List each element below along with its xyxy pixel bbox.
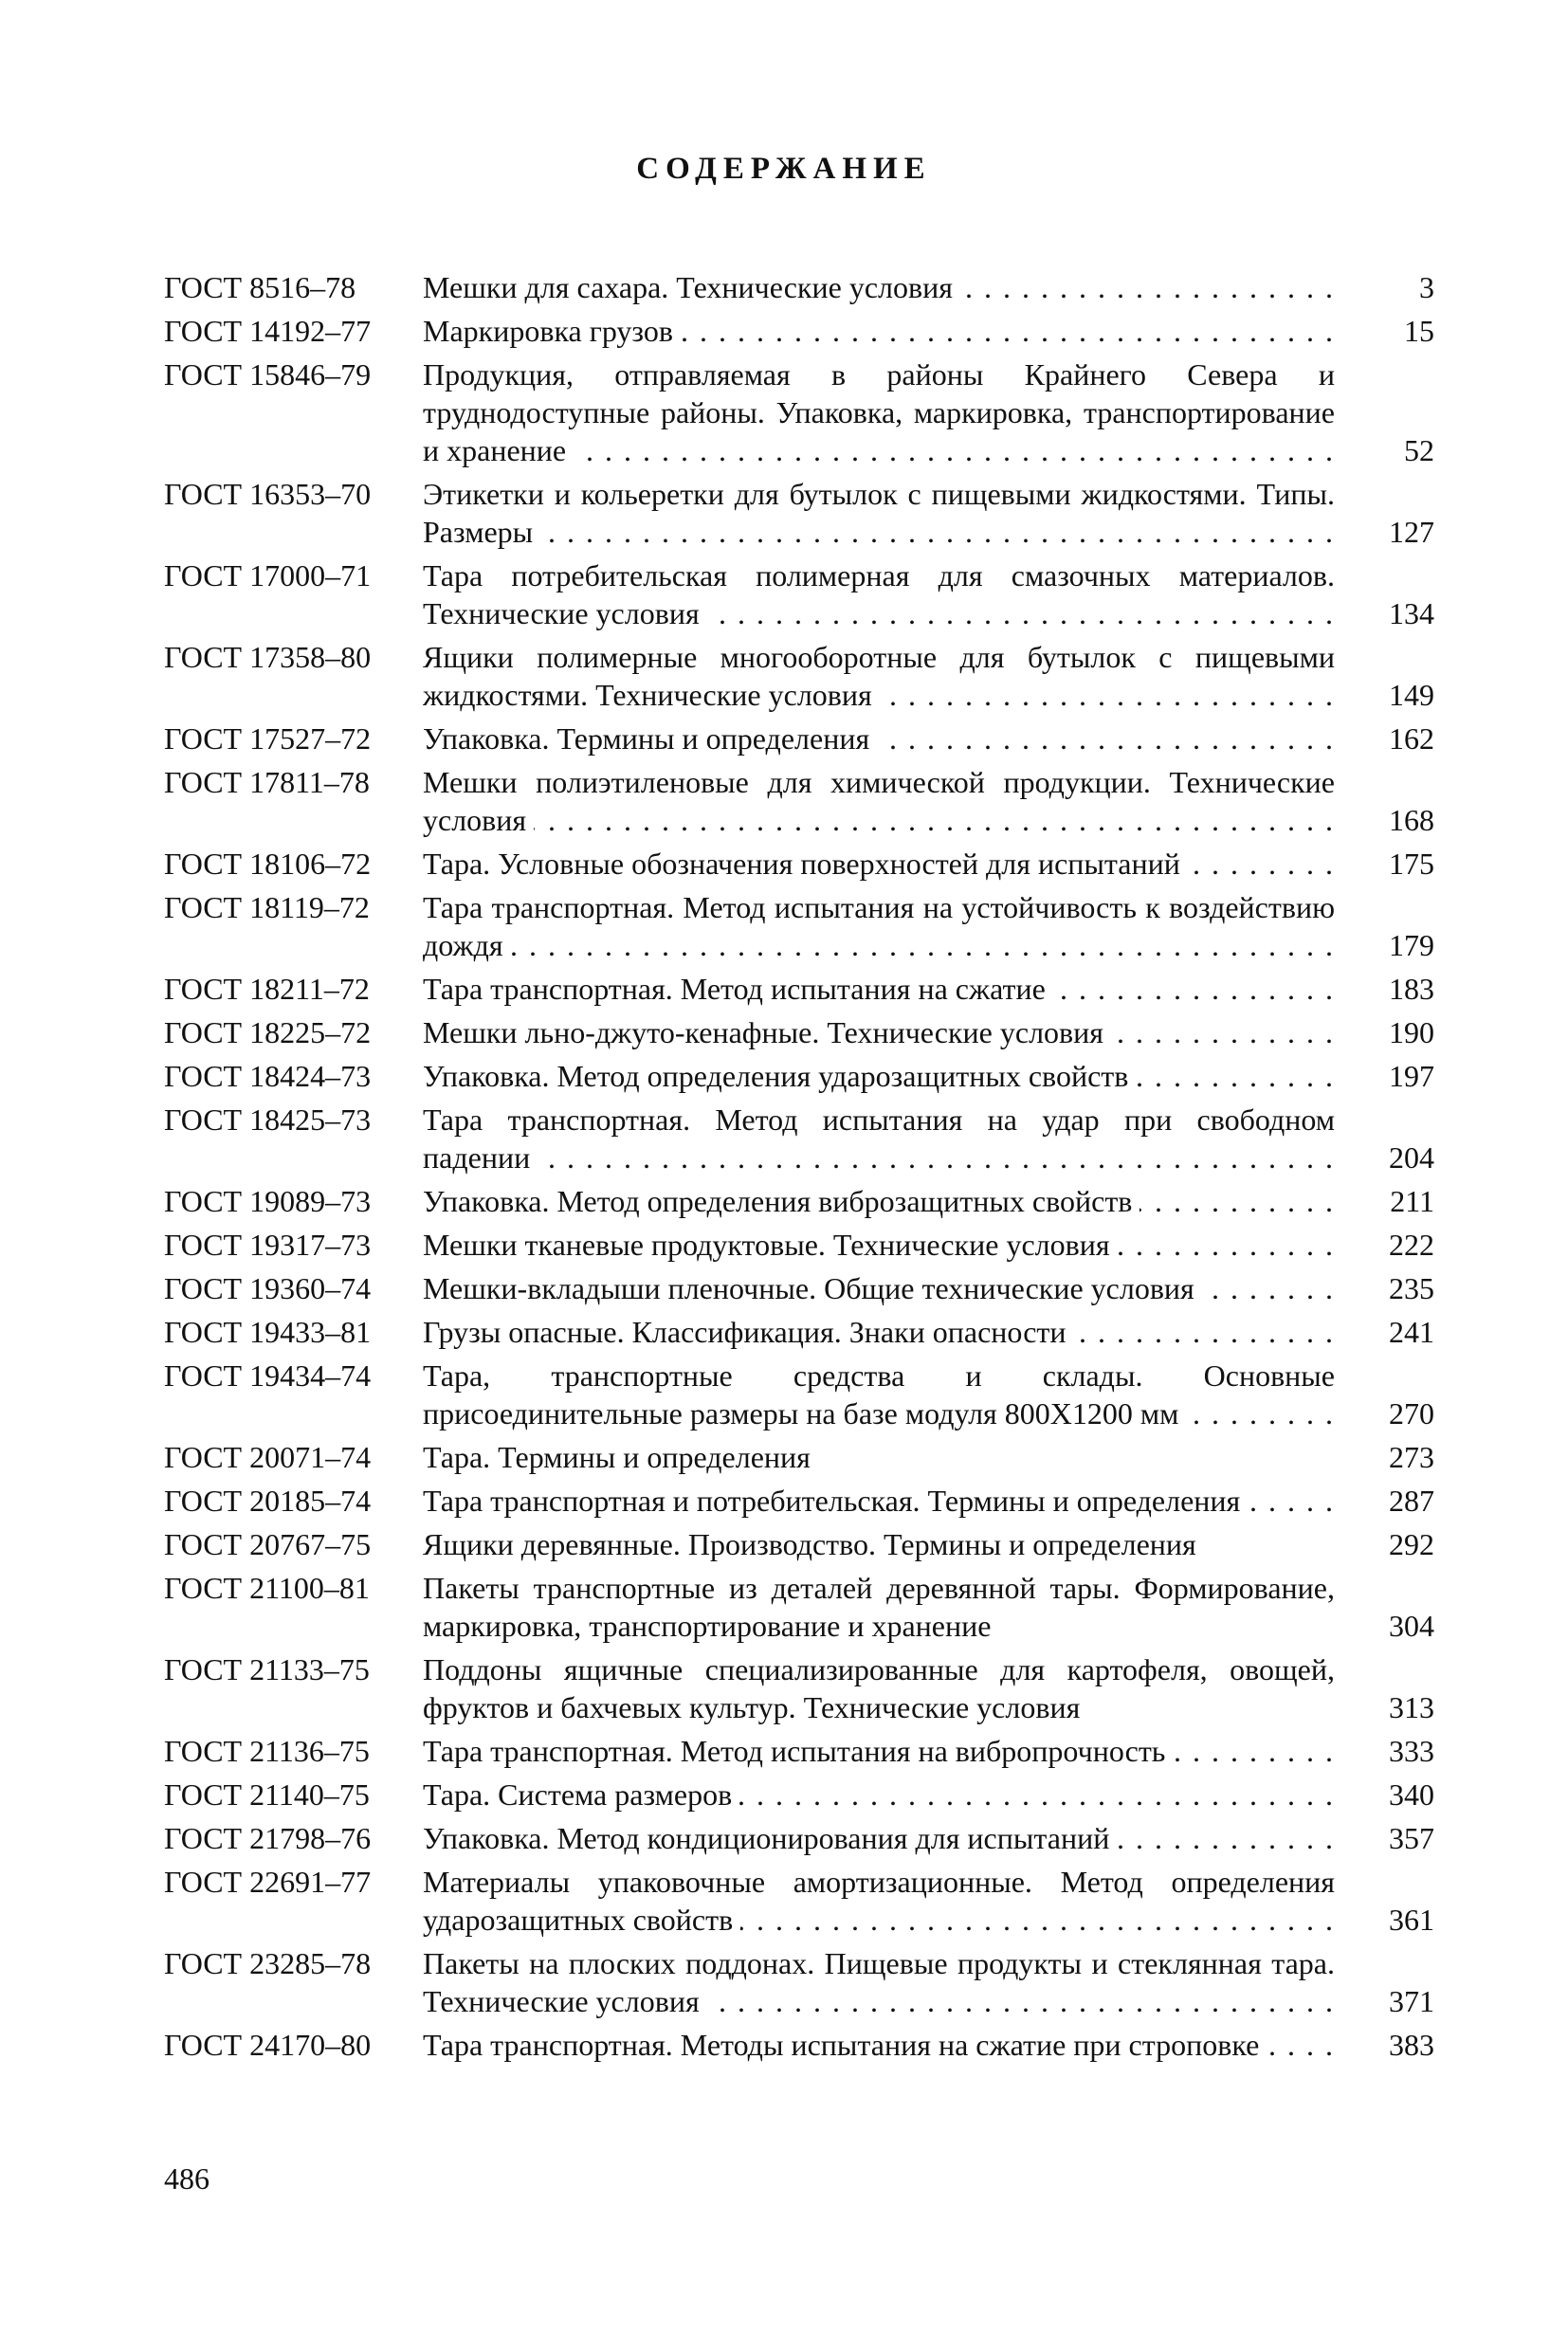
toc-entry-page: 190 [1389, 1015, 1434, 1049]
toc-entry [164, 970, 1434, 1008]
toc-entry [164, 1013, 1434, 1051]
toc-entry-code: ГОСТ 17358–80 [164, 640, 372, 674]
toc-entry-title [423, 1776, 1335, 1813]
toc-entry-title [423, 1732, 1335, 1770]
toc-entry-title [423, 475, 1335, 551]
toc-entry [164, 720, 1434, 757]
toc-entry-page: 333 [1389, 1734, 1434, 1768]
toc-entry-title-text: Мешки льно-джуто-кенафные. Технические условия [423, 1015, 1111, 1049]
toc-entry [164, 475, 1434, 551]
toc-entry-page: 204 [1389, 1140, 1434, 1175]
toc-entry-title-text: Мешки-вкладыши пленочные. Общие технические условия [423, 1271, 1202, 1305]
table-of-contents [164, 268, 1434, 2069]
toc-entry [164, 1863, 1434, 1939]
toc-entry-title-text: Пакеты транспортные из деталей деревянной тары. Формирование, маркировка, транспортирование и хранение [423, 1571, 1335, 1643]
toc-entry-code: ГОСТ 19317–73 [164, 1228, 372, 1262]
toc-entry-title-text: Ящики деревянные. Производство. Термины и определения [423, 1527, 1204, 1561]
toc-entry-page: 197 [1389, 1059, 1434, 1093]
toc-entry-title [423, 1057, 1335, 1095]
page-number: 486 [164, 2161, 210, 2196]
toc-entry-page: 270 [1389, 1396, 1434, 1431]
toc-entry-page: 340 [1389, 1777, 1434, 1812]
toc-entry-title-text: Тара транспортная. Методы испытания на сжатие при строповке [423, 2028, 1267, 2062]
toc-entry-code: ГОСТ 15846–79 [164, 357, 372, 392]
toc-entry [164, 1057, 1434, 1095]
toc-entry-code: ГОСТ 24170–80 [164, 2028, 372, 2062]
toc-entry-page: 383 [1389, 2028, 1434, 2062]
toc-entry-title [423, 1357, 1335, 1432]
toc-entry-title [423, 1226, 1335, 1264]
toc-entry-page: 292 [1389, 1527, 1434, 1561]
toc-entry-page: 179 [1389, 928, 1434, 962]
toc-entry-title-text: Грузы опасные. Классификация. Знаки опасности [423, 1315, 1074, 1349]
toc-entry [164, 888, 1434, 964]
toc-entry-code: ГОСТ 23285–78 [164, 1946, 372, 1980]
toc-entry-code: ГОСТ 17527–72 [164, 721, 372, 756]
toc-entry [164, 845, 1434, 883]
toc-entry-title [423, 1013, 1335, 1051]
toc-entry-code: ГОСТ 18225–72 [164, 1015, 372, 1049]
toc-entry-page: 361 [1389, 1903, 1434, 1937]
toc-entry-code: ГОСТ 21136–75 [164, 1734, 370, 1768]
toc-entry-page: 211 [1390, 1184, 1434, 1218]
toc-entry-page: 168 [1389, 803, 1434, 837]
toc-entry-title-text: Тара. Система размеров [423, 1777, 739, 1812]
toc-entry [164, 1357, 1434, 1432]
toc-entry-title [423, 763, 1335, 839]
toc-entry [164, 1269, 1434, 1307]
toc-entry-title-text: Тара транспортная. Метод испытания на удар при свободном падении [423, 1103, 1335, 1175]
toc-entry-title-text: Упаковка. Метод определения виброзащитных свойств [423, 1184, 1140, 1218]
toc-entry-page: 304 [1389, 1609, 1434, 1643]
toc-entry-page: 15 [1404, 314, 1434, 348]
toc-entry-code: ГОСТ 20767–75 [164, 1527, 372, 1561]
toc-entry [164, 1182, 1434, 1220]
toc-entry-title [423, 720, 1335, 757]
toc-entry-title-text: Упаковка. Метод определения ударозащитных свойств [423, 1059, 1136, 1093]
toc-entry [164, 1438, 1434, 1476]
toc-entry-page: 313 [1389, 1690, 1434, 1724]
toc-entry-title [423, 2026, 1335, 2064]
toc-entry-title [423, 1269, 1335, 1307]
toc-entry-title-text: Тара. Термины и определения [423, 1440, 818, 1474]
toc-entry [164, 1732, 1434, 1770]
toc-entry [164, 1944, 1434, 2020]
toc-entry-title [423, 1569, 1335, 1645]
toc-entry-code: ГОСТ 18424–73 [164, 1059, 372, 1093]
toc-entry-page: 183 [1389, 972, 1434, 1006]
toc-entry-title [423, 1182, 1335, 1220]
toc-entry-title [423, 1482, 1335, 1520]
toc-entry-code: ГОСТ 19089–73 [164, 1184, 372, 1218]
toc-entry-code: ГОСТ 18106–72 [164, 847, 372, 881]
toc-entry-code: ГОСТ 19360–74 [164, 1271, 372, 1305]
toc-entry-title [423, 970, 1335, 1008]
toc-entry-code: ГОСТ 21798–76 [164, 1821, 372, 1855]
toc-entry-title [423, 268, 1335, 306]
toc-entry-title [423, 638, 1335, 714]
toc-entry-title [423, 845, 1335, 883]
toc-entry-title-text: Ящики полимерные многооборотные для бутылок с пищевыми жидкостями. Технические условия [423, 640, 1335, 712]
toc-entry-code: ГОСТ 21133–75 [164, 1652, 370, 1686]
toc-entry-title-text: Упаковка. Метод кондиционирования для испытаний [423, 1821, 1117, 1855]
toc-entry-title-text: Тара. Условные обозначения поверхностей для испытаний [423, 847, 1188, 881]
toc-entry-title [423, 1863, 1335, 1939]
toc-entry-title-text: Этикетки и кольеретки для бутылок с пищевыми жидкостями. Типы. Размеры [423, 477, 1335, 549]
toc-entry-page: 273 [1389, 1440, 1434, 1474]
toc-entry-title-text: Тара транспортная. Метод испытания на сжатие [423, 972, 1053, 1006]
toc-entry-title-text: Тара потребительская полимерная для смазочных материалов. Технические условия [423, 558, 1335, 630]
toc-entry [164, 1776, 1434, 1813]
toc-entry-title [423, 888, 1335, 964]
toc-entry-code: ГОСТ 20071–74 [164, 1440, 372, 1474]
toc-entry-title-text: Тара транспортная. Метод испытания на вибропрочность [423, 1734, 1173, 1768]
toc-entry-title [423, 1819, 1335, 1857]
toc-entry [164, 2026, 1434, 2064]
toc-entry-title [423, 1101, 1335, 1176]
toc-entry-title-text: Материалы упаковочные амортизационные. Метод определения ударозащитных свойств [423, 1865, 1335, 1937]
toc-entry-title-text: Мешки полиэтиленовые для химической продукции. Технические условия [423, 765, 1335, 837]
toc-entry-title [423, 1313, 1335, 1351]
toc-entry-page: 235 [1389, 1271, 1434, 1305]
toc-entry [164, 355, 1434, 469]
toc-entry-page: 127 [1389, 515, 1434, 549]
toc-entry [164, 763, 1434, 839]
toc-entry-title [423, 1944, 1335, 2020]
toc-entry-title-text: Мешки для сахара. Технические условия [423, 270, 960, 304]
toc-entry-page: 287 [1389, 1484, 1434, 1518]
toc-entry-title [423, 1650, 1335, 1726]
toc-entry-code: ГОСТ 19433–81 [164, 1315, 372, 1349]
toc-entry-code: ГОСТ 21140–75 [164, 1777, 370, 1812]
toc-entry-page: 3 [1419, 270, 1434, 304]
toc-entry-code: ГОСТ 22691–77 [164, 1865, 372, 1899]
toc-entry-title-text: Продукция, отправляемая в районы Крайнего Севера и труднодоступные районы. Упаковка, маркировка, транспортирование и хранение [423, 357, 1335, 467]
toc-entry-title-text: Тара транспортная и потребительская. Термины и определения [423, 1484, 1248, 1518]
toc-entry-title [423, 556, 1335, 632]
toc-entry-title-text: Упаковка. Термины и определения [423, 721, 877, 756]
toc-entry-title-text: Пакеты на плоских поддонах. Пищевые продукты и стеклянная тара. Технические условия [423, 1946, 1335, 2018]
toc-entry-title-text: Мешки тканевые продуктовые. Технические условия [423, 1228, 1118, 1262]
toc-entry-title [423, 1525, 1335, 1563]
toc-entry-code: ГОСТ 18425–73 [164, 1103, 372, 1137]
toc-entry-title-text: Маркировка грузов [423, 314, 681, 348]
toc-entry-page: 149 [1389, 678, 1434, 712]
toc-entry-page: 357 [1389, 1821, 1434, 1855]
toc-entry [164, 1101, 1434, 1176]
toc-entry-title [423, 355, 1335, 469]
toc-entry-code: ГОСТ 19434–74 [164, 1358, 372, 1393]
toc-entry [164, 1819, 1434, 1857]
toc-entry-code: ГОСТ 14192–77 [164, 314, 372, 348]
toc-entry [164, 1650, 1434, 1726]
toc-entry-page: 52 [1404, 433, 1434, 467]
toc-entry [164, 1226, 1434, 1264]
toc-entry-code: ГОСТ 17811–78 [164, 765, 370, 799]
toc-entry-title [423, 1438, 1335, 1476]
toc-entry-page: 222 [1389, 1228, 1434, 1262]
toc-entry-title-text: Тара, транспортные средства и склады. Основные присоединительные размеры на базе модуля 800Х1200 мм [423, 1358, 1335, 1431]
toc-entry [164, 1482, 1434, 1520]
toc-entry-title-text: Поддоны ящичные специализированные для картофеля, овощей, фруктов и бахчевых культур. Технические условия [423, 1652, 1335, 1724]
toc-entry [164, 1569, 1434, 1645]
toc-entry-code: ГОСТ 18211–72 [164, 972, 370, 1006]
toc-entry-code: ГОСТ 18119–72 [164, 890, 370, 924]
toc-entry-title [423, 312, 1335, 350]
toc-entry-code: ГОСТ 8516–78 [164, 270, 356, 304]
toc-entry-page: 371 [1389, 1984, 1434, 2018]
toc-entry-code: ГОСТ 21100–81 [164, 1571, 370, 1605]
toc-entry-page: 241 [1389, 1315, 1434, 1349]
toc-entry [164, 268, 1434, 306]
toc-entry-code: ГОСТ 20185–74 [164, 1484, 372, 1518]
toc-entry [164, 1525, 1434, 1563]
toc-entry [164, 312, 1434, 350]
toc-entry-page: 162 [1389, 721, 1434, 756]
toc-entry-page: 134 [1389, 596, 1434, 630]
toc-entry-title-text: Тара транспортная. Метод испытания на устойчивость к воздействию дождя [423, 890, 1335, 962]
toc-entry [164, 638, 1434, 714]
page-title: СОДЕРЖАНИЕ [636, 152, 932, 186]
toc-entry-code: ГОСТ 16353–70 [164, 477, 372, 511]
toc-entry-page: 175 [1389, 847, 1434, 881]
toc-entry [164, 1313, 1434, 1351]
toc-entry-code: ГОСТ 17000–71 [164, 558, 372, 592]
toc-entry [164, 556, 1434, 632]
